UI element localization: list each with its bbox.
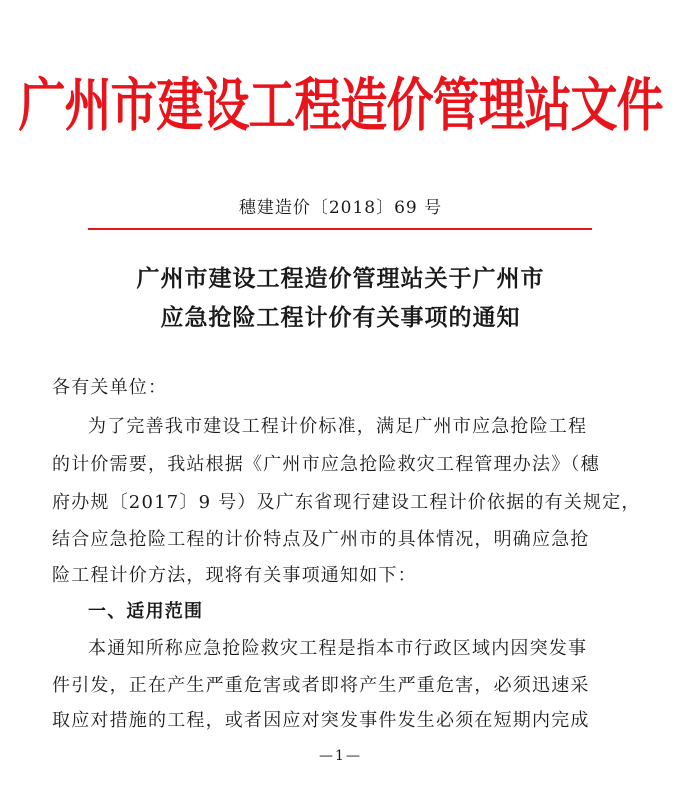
document-header-title: 广州市建设工程造价管理站文件 — [18, 72, 663, 140]
paragraph-1-line-4: 结合应急抢险工程的计价特点及广州市的具体情况，明确应急抢 — [52, 529, 590, 550]
document-number: 穗建造价〔2018〕69 号 — [238, 198, 443, 218]
paragraph-1-line-3: 府办规〔2017〕9 号）及广东省现行建设工程计价依据的有关规定， — [52, 492, 641, 513]
red-separator-line — [88, 228, 592, 230]
section-1-heading: 一、适用范围 — [88, 601, 204, 622]
paragraph-2-line-2: 件引发，正在产生严重危害或者即将产生严重危害，必须迅速采 — [52, 675, 590, 696]
paragraph-1-line-2: 的计价需要，我站根据《广州市应急抢险救灾工程管理办法》（穗 — [52, 454, 600, 475]
page-number: —1— — [319, 748, 362, 764]
salutation: 各有关单位： — [52, 377, 168, 398]
paragraph-2-line-3: 取应对措施的工程，或者因应对突发事件发生必须在短期内完成 — [52, 710, 590, 731]
notice-title-line-2: 应急抢险工程计价有关事项的通知 — [160, 305, 521, 331]
paragraph-2-line-1: 本通知所称应急抢险救灾工程是指本市行政区域内因突发事 — [88, 638, 588, 659]
paragraph-1-line-1: 为了完善我市建设工程计价标准，满足广州市应急抢险工程 — [88, 416, 588, 437]
paragraph-1-line-5: 险工程计价方法，现将有关事项通知如下： — [52, 565, 417, 586]
notice-title-line-1: 广州市建设工程造价管理站关于广州市 — [136, 266, 545, 292]
